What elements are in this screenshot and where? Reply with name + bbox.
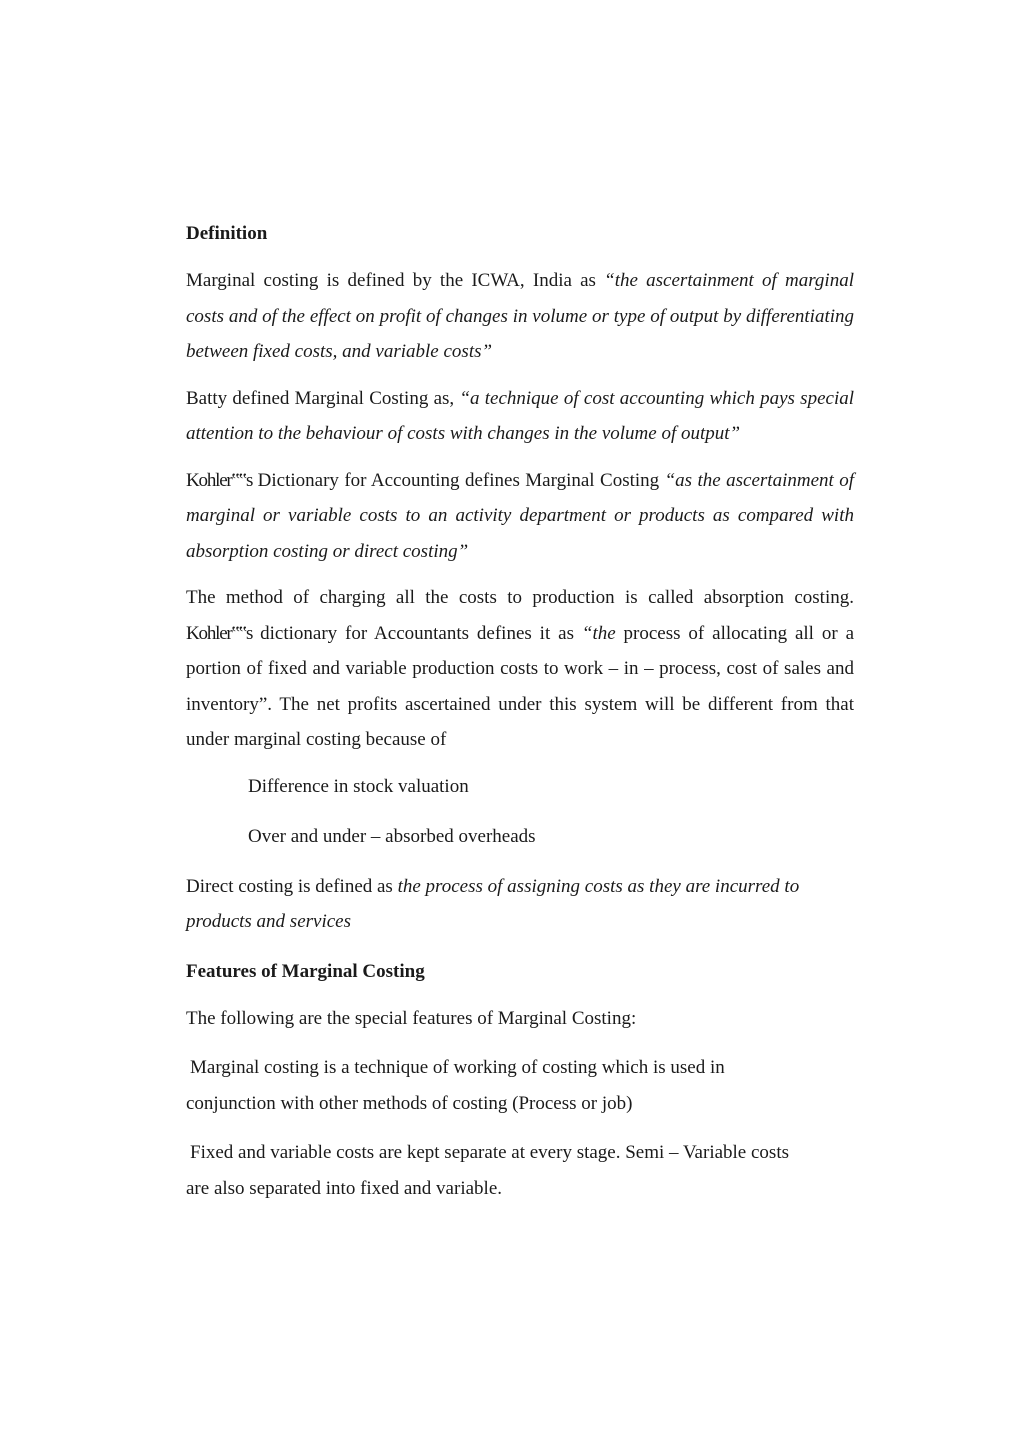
absorption-text-3: process of allocating all or a portion of fixed and variable production costs to work – in – process, cost of sales and inventory”. The net profits ascertained under this system will be different from that under marginal costing because of [186, 622, 855, 750]
absorption-text-1: The method of charging all the costs to production is called absorption costing. [186, 587, 854, 608]
feature-item-line: Marginal costing is a technique of working of costing which is used in [190, 1057, 725, 1078]
absorption-costing-paragraph [186, 580, 854, 758]
absorption-text-2: dictionary for Accountants defines it as [252, 622, 582, 644]
kohler-definition-text: Dictionary for Accounting defines Marginal Costing [252, 469, 665, 491]
batty-definition-quote: “a technique of cost accounting which pays special attention to the behaviour of costs with changes in the volume of output” [186, 387, 855, 444]
feature-item [186, 1050, 854, 1121]
document-page [186, 216, 854, 1220]
kohler-definition [186, 463, 854, 570]
definition-heading: Definition [186, 223, 268, 244]
reason-stock-valuation: Difference in stock valuation [248, 775, 469, 797]
batty-definition [186, 381, 854, 452]
absorption-quote-open: “the [581, 622, 616, 644]
kohler-definition-quote: “as the ascertainment of marginal or variable costs to an activity department or products as compared with absorption costing or direct costing” [186, 469, 854, 562]
kohler-name: Kohler‟‟s [186, 469, 253, 491]
icwa-definition-quote: “the ascertainment of marginal costs and of the effect on profit of changes in volume or type of output by differentiating between fixed costs, and variable costs” [186, 270, 854, 362]
direct-costing-definition [186, 869, 854, 940]
reason-overheads: Over and under – absorbed overheads [248, 825, 536, 847]
absorption-kohler-name: Kohler‟‟s [186, 622, 253, 644]
feature-item-line: Fixed and variable costs are kept separate at every stage. Semi – Variable costs [190, 1142, 789, 1163]
features-heading: Features of Marginal Costing [186, 960, 425, 982]
icwa-definition-text: Marginal costing is defined by the ICWA, India as [186, 270, 605, 291]
batty-definition-text: Batty defined Marginal Costing as, [186, 387, 460, 409]
feature-item-line: are also separated into fixed and variable. [186, 1177, 502, 1199]
feature-item-line: conjunction with other methods of costing (Process or job) [186, 1092, 633, 1114]
direct-costing-text: Direct costing is defined as [186, 875, 398, 897]
icwa-definition [186, 263, 854, 370]
features-intro: The following are the special features of Marginal Costing: [186, 1007, 637, 1029]
direct-costing-quote: the process of assigning costs as they are incurred to products and services [186, 875, 800, 932]
feature-item [186, 1135, 854, 1206]
